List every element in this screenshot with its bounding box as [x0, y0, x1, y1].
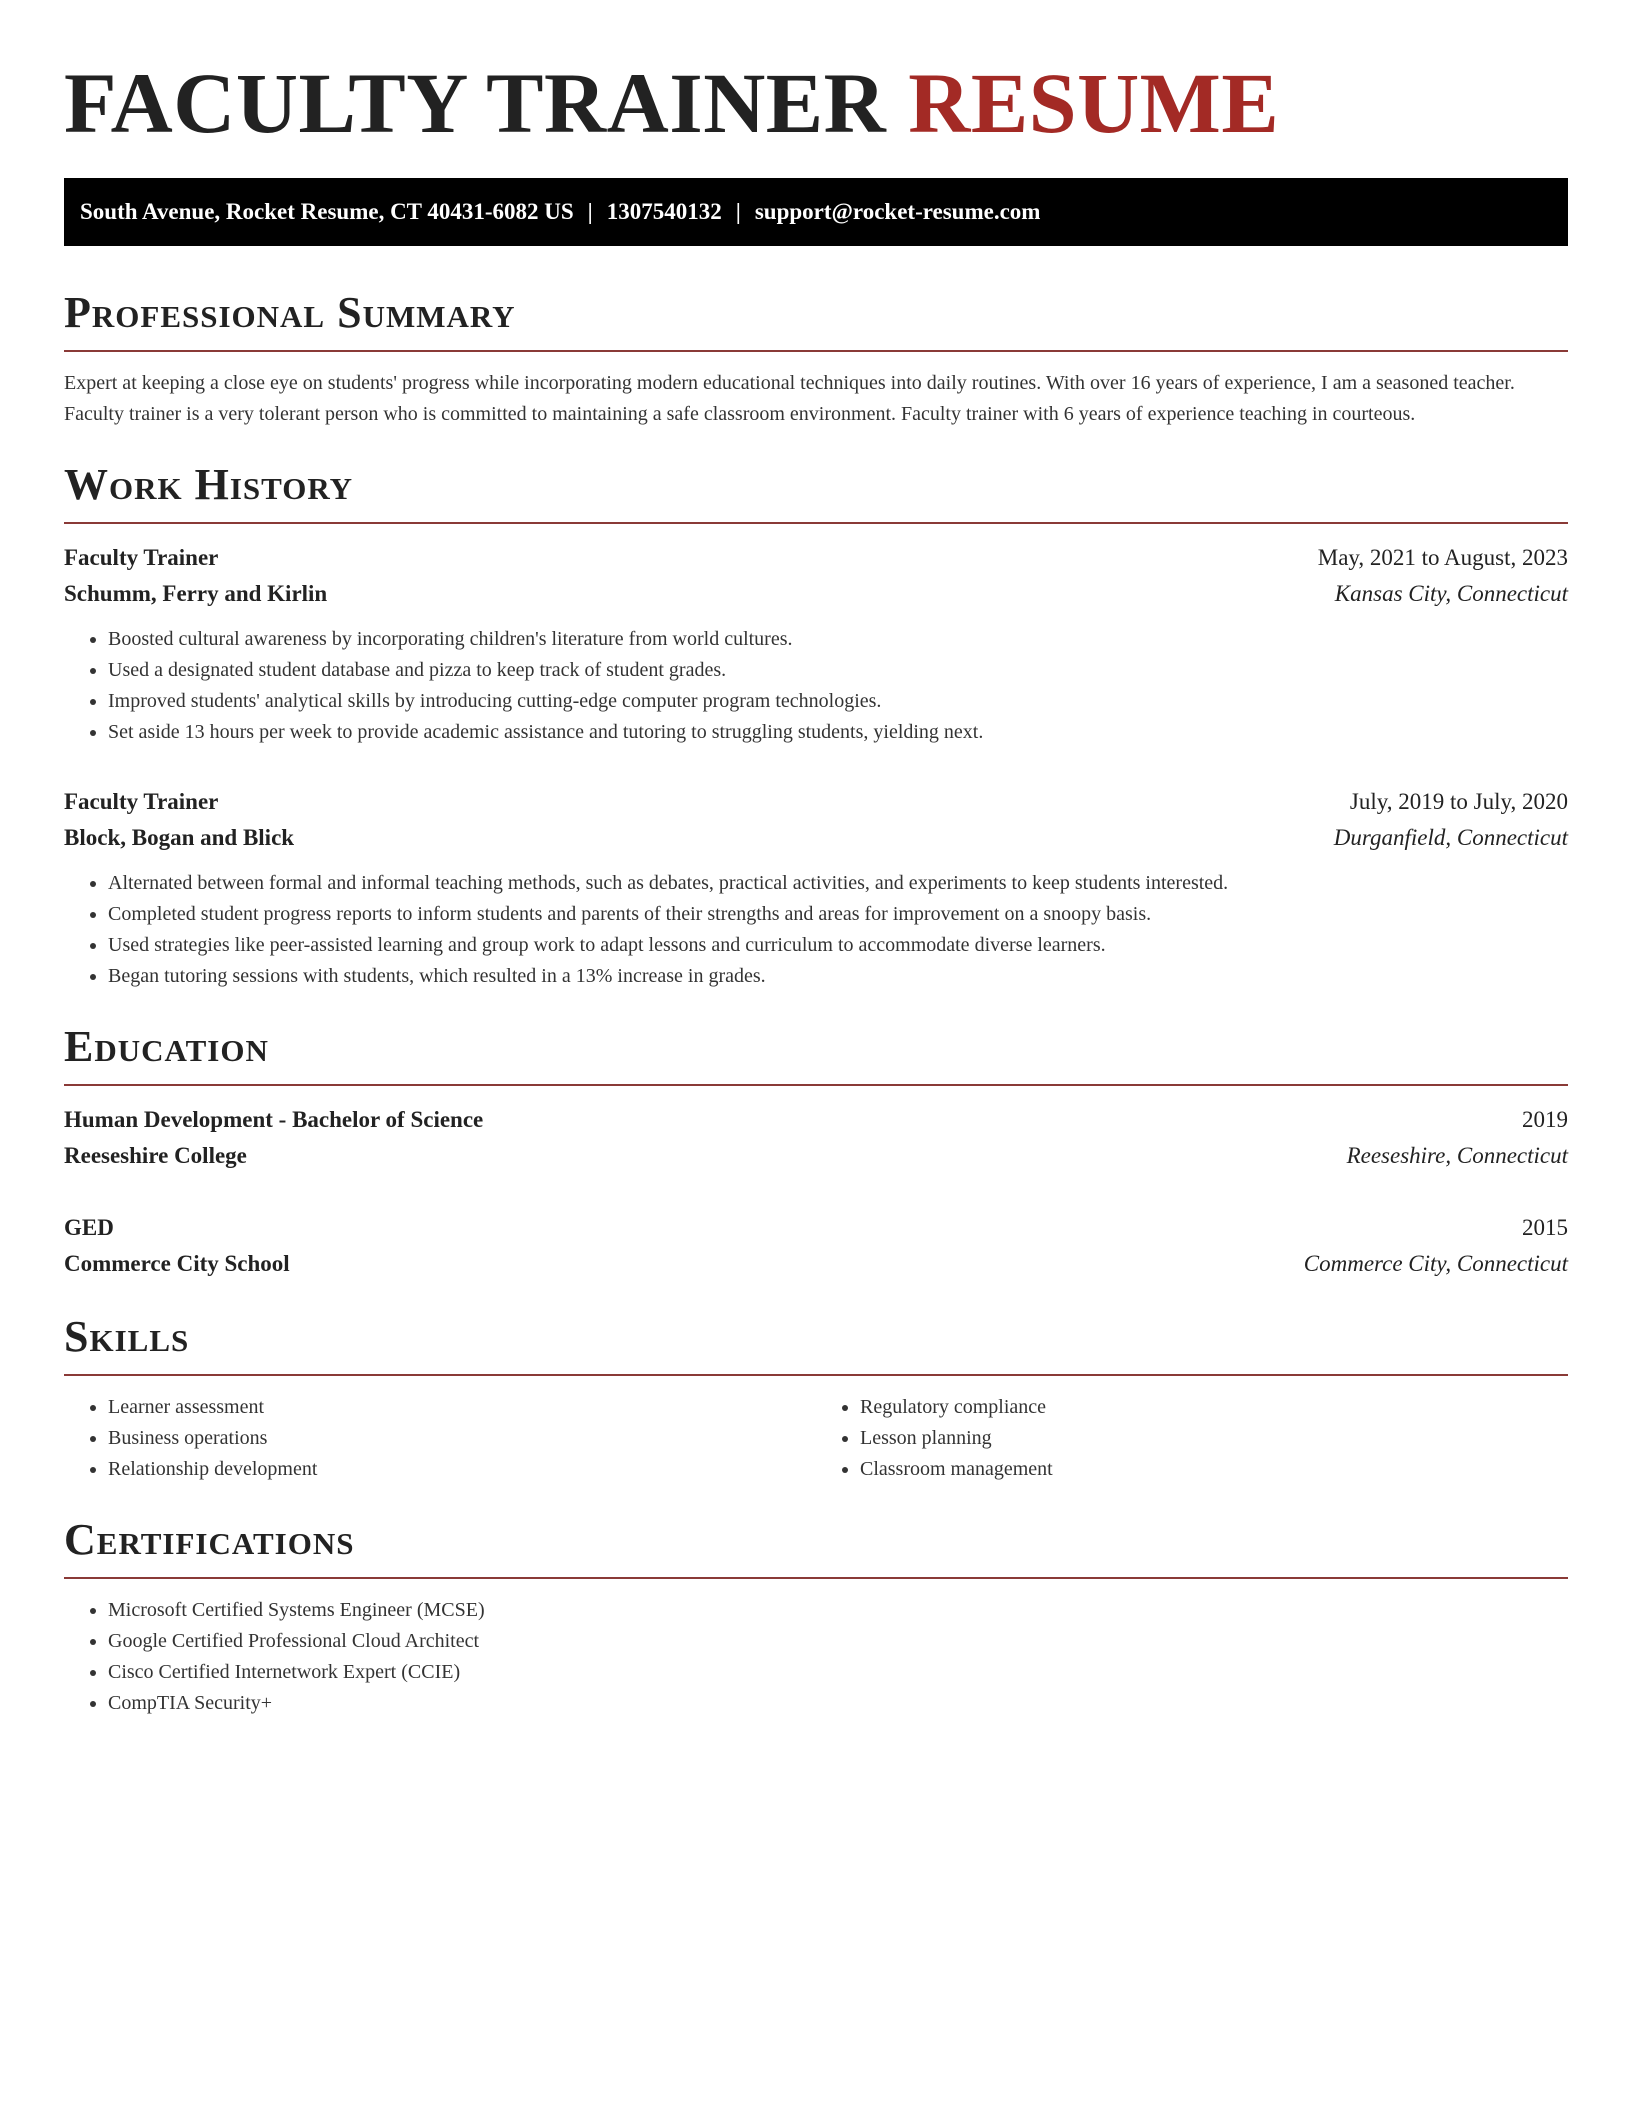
list-item: • Cisco Certified Internetwork Expert (CCIE) [108, 1657, 1568, 1688]
list-item: • Lesson planning [860, 1423, 1568, 1454]
education-degree: Human Development - Bachelor of Science [64, 1107, 484, 1132]
job-title: Faculty Trainer [64, 789, 219, 814]
list-item: • Set aside 13 hours per week to provide academic assistance and tutoring to struggling students, yielding next. [108, 717, 1568, 748]
job-location: Durganfield, Connecticut [1333, 825, 1568, 850]
section-heading-certifications: Certifications [64, 1515, 1568, 1579]
education-entry [64, 1210, 1568, 1282]
certifications-section [64, 1515, 1568, 1719]
contact-separator: | [587, 199, 593, 224]
skills-list-left [64, 1392, 816, 1485]
certifications-list [64, 1595, 1568, 1719]
skills-list-right [816, 1392, 1568, 1485]
list-item: • Microsoft Certified Systems Engineer (MCSE) [108, 1595, 1568, 1626]
summary-section [64, 288, 1568, 430]
section-heading-work-history: Work History [64, 460, 1568, 524]
list-item: • Google Certified Professional Cloud Architect [108, 1626, 1568, 1657]
education-school: Commerce City School [64, 1251, 290, 1276]
job-bullets [64, 868, 1568, 992]
education-entry [64, 1102, 1568, 1174]
list-item: • Used a designated student database and pizza to keep track of student grades. [108, 655, 1568, 686]
list-item: • Boosted cultural awareness by incorporating children's literature from world cultures. [108, 624, 1568, 655]
contact-email: support@rocket-resume.com [754, 199, 1041, 224]
job-location: Kansas City, Connecticut [1334, 581, 1568, 606]
section-heading-skills: Skills [64, 1312, 1568, 1376]
job-dates: July, 2019 to July, 2020 [1349, 789, 1568, 814]
job-title: Faculty Trainer [64, 545, 219, 570]
education-section [64, 1022, 1568, 1282]
job-dates: May, 2021 to August, 2023 [1317, 545, 1568, 570]
list-item: • Began tutoring sessions with students, which resulted in a 13% increase in grades. [108, 961, 1568, 992]
contact-separator: | [735, 199, 741, 224]
job-company: Schumm, Ferry and Kirlin [64, 581, 328, 606]
section-heading-education: Education [64, 1022, 1568, 1086]
list-item: • Regulatory compliance [860, 1392, 1568, 1423]
summary-text: Expert at keeping a close eye on students' progress while incorporating modern educational techniques into daily routines. With over 16 years of experience, I am a seasoned teacher. Faculty trainer is a very tolerant person who is committed to maintaining a safe classroom environment. Faculty trainer with 6 years of experience teaching in courteous. [64, 372, 1515, 425]
title-main: FACULTY TRAINER [64, 55, 887, 151]
list-item: • Completed student progress reports to inform students and parents of their strengths and areas for improvement on a snoopy basis. [108, 899, 1568, 930]
list-item: • Used strategies like peer-assisted learning and group work to adapt lessons and curriculum to accommodate diverse learners. [108, 930, 1568, 961]
education-location: Commerce City, Connecticut [1303, 1251, 1568, 1276]
list-item: • Business operations [108, 1423, 816, 1454]
skills-section [64, 1312, 1568, 1485]
list-item: • Classroom management [860, 1454, 1568, 1485]
job-entry [64, 540, 1568, 748]
skills-grid [64, 1392, 1568, 1485]
title-accent: RESUME [908, 55, 1280, 151]
list-item: • Improved students' analytical skills by introducing cutting-edge computer program technologies. [108, 686, 1568, 717]
list-item: • CompTIA Security+ [108, 1688, 1568, 1719]
list-item: • Learner assessment [108, 1392, 816, 1423]
education-degree: GED [64, 1215, 114, 1240]
resume-title [64, 56, 1568, 150]
education-year: 2019 [1522, 1107, 1568, 1132]
work-history-section [64, 460, 1568, 992]
contact-bar [64, 178, 1568, 246]
job-company: Block, Bogan and Blick [64, 825, 295, 850]
education-year: 2015 [1522, 1215, 1568, 1240]
list-item: • Alternated between formal and informal teaching methods, such as debates, practical activities, and experiments to keep students interested. [108, 868, 1568, 899]
job-entry [64, 784, 1568, 992]
contact-phone: 1307540132 [606, 199, 722, 224]
section-heading-summary: Professional Summary [64, 288, 1568, 352]
education-school: Reeseshire College [64, 1143, 247, 1168]
contact-address: South Avenue, Rocket Resume, CT 40431-6082 US [80, 199, 574, 224]
list-item: • Relationship development [108, 1454, 816, 1485]
education-location: Reeseshire, Connecticut [1346, 1143, 1568, 1168]
job-bullets [64, 624, 1568, 748]
